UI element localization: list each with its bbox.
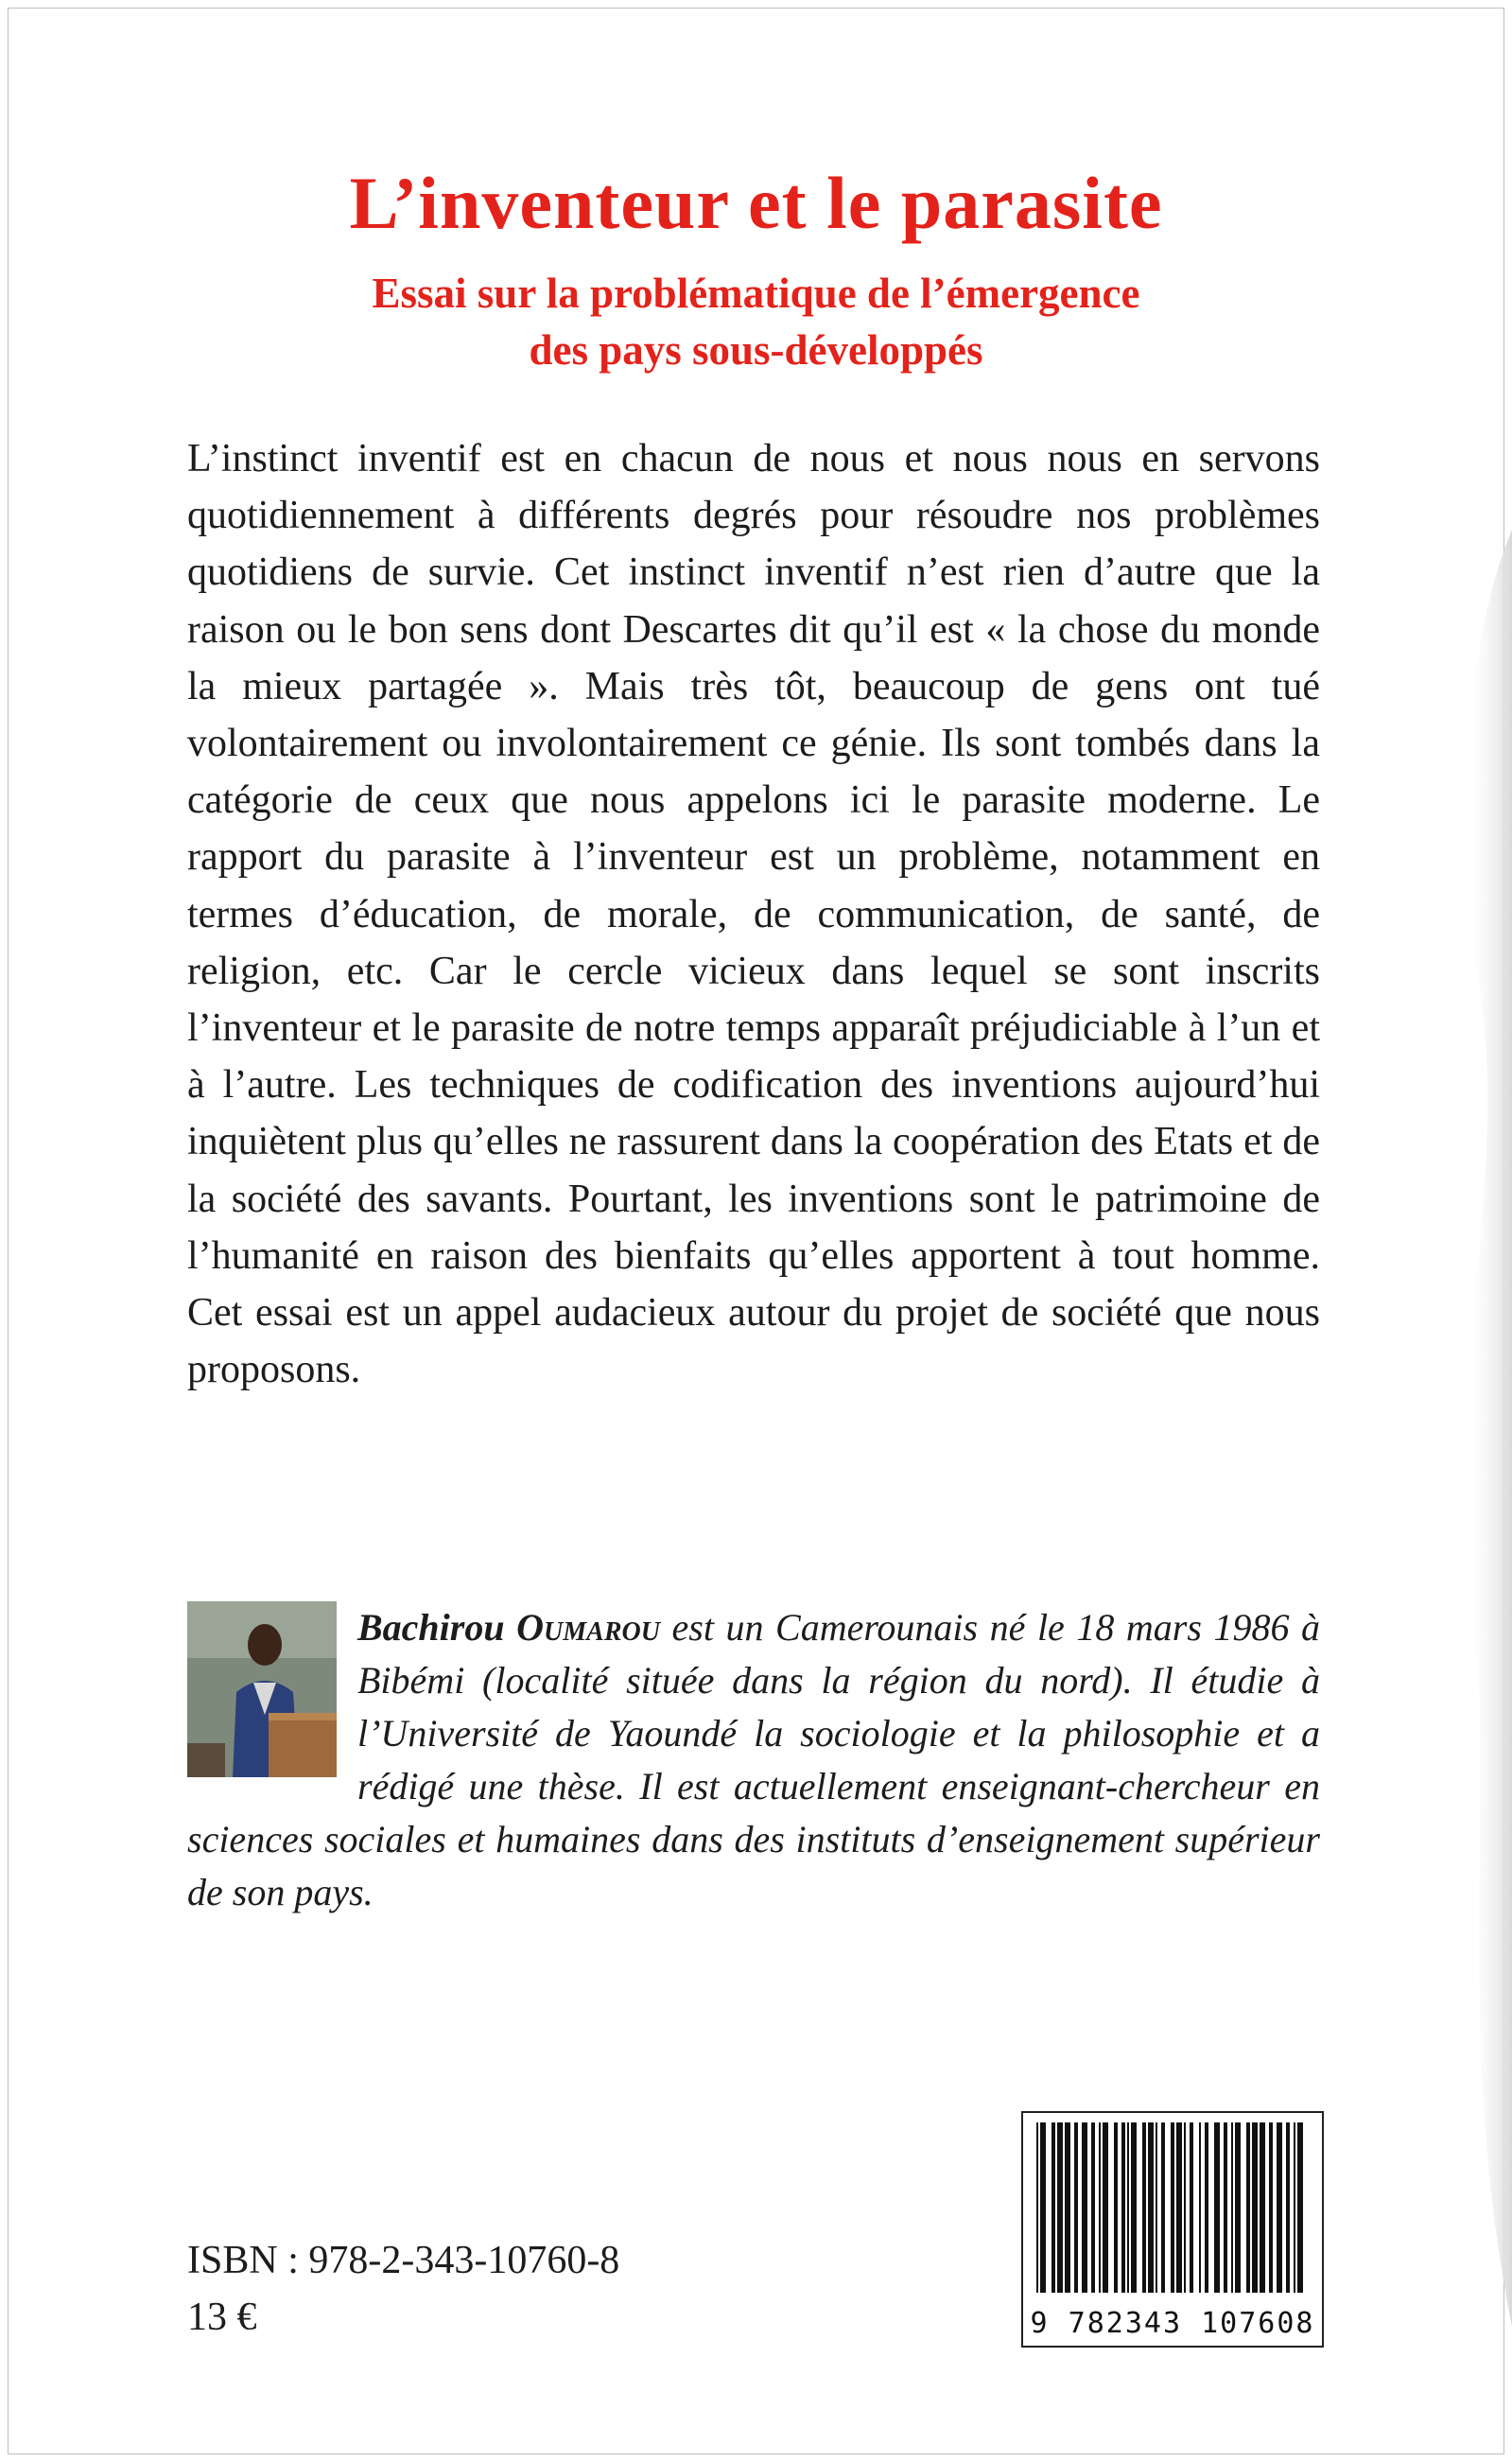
barcode-bar (1286, 2122, 1290, 2293)
barcode-bar (1252, 2122, 1258, 2293)
barcode-bar (1269, 2122, 1273, 2293)
subtitle-line-1: Essai sur la problématique de l’émergence (372, 270, 1140, 317)
barcode-bar (1082, 2122, 1087, 2293)
barcode-bar (1065, 2122, 1070, 2293)
summary-text (187, 430, 1320, 1398)
barcode-bar (1231, 2122, 1233, 2293)
barcode-bar (1057, 2122, 1063, 2293)
barcode-bar (1040, 2122, 1046, 2293)
isbn: ISBN : 978-2-343-10760-8 (187, 2239, 620, 2282)
author-last-name: Oumarou (516, 1606, 660, 1649)
barcode-bar (1142, 2122, 1146, 2293)
author-first-name: Bachirou (357, 1606, 505, 1649)
price: 13 € (187, 2296, 257, 2339)
barcode-bars (1023, 2113, 1322, 2302)
barcode-bar (1224, 2122, 1227, 2293)
barcode-bar (1121, 2122, 1125, 2293)
barcode-bar (1176, 2122, 1182, 2293)
barcode-bar (1171, 2122, 1174, 2293)
barcode-bar (1161, 2122, 1165, 2293)
book-title: L’inventeur et le parasite (349, 162, 1163, 244)
barcode-digits: 9 782343 107608 (1030, 2307, 1315, 2340)
barcode-bar (1103, 2122, 1108, 2293)
barcode-bar (1294, 2122, 1295, 2293)
barcode-bar (1297, 2122, 1303, 2293)
barcode-bar (1190, 2122, 1193, 2293)
barcode-bar (1148, 2122, 1154, 2293)
author-photo (187, 1601, 337, 1777)
barcode-bar (1051, 2122, 1055, 2293)
author-bio-text: est un Camerounais né le 18 mars 1986 à Bibémi (localité située dans la région du nord). Il étudie à l’Université de Yaoundé la sociologie et la philosophie et a rédigé une thèse. Il est actuellement enseignant-chercheur en sciences sociales et humaines dans des instituts d’enseignement supérieur de son pays. (187, 1606, 1321, 1913)
barcode-bar (1127, 2122, 1129, 2293)
author-photo-image (187, 1601, 337, 1777)
barcode-bar (1184, 2122, 1186, 2293)
barcode-bar (1091, 2122, 1095, 2293)
subtitle-line-2: des pays sous-développés (529, 326, 983, 374)
barcode-bar (1099, 2122, 1101, 2293)
barcode-bar (1199, 2122, 1201, 2293)
barcode-bar (1246, 2122, 1250, 2293)
barcode-bar (1235, 2122, 1241, 2293)
barcode-bar (1260, 2122, 1265, 2293)
barcode-bar (1277, 2122, 1282, 2293)
barcode-bar (1074, 2122, 1078, 2293)
page-curl-shadow (1427, 530, 1512, 2327)
barcode-bar (1131, 2122, 1137, 2293)
barcode-bar (1214, 2122, 1220, 2293)
barcode-bar (1205, 2122, 1208, 2293)
barcode-bar (1114, 2122, 1118, 2293)
summary-paragraph: L’instinct inventif est en chacun de nous et nous nous en servons quotidiennement à différents degrés pour résoudre nos problèmes quotidiens de survie. Cet instinct inventif n’est rien d’autre que la raison ou le bon sens dont Descartes dit qu’il est « la chose du monde la mieux partagée ». Mais très tôt, beaucoup de gens ont tué volontairement ou involontairement ce génie. Ils sont tombés dans la catégorie de ceux que nous appelons ici le parasite moderne. Le rapport du parasite à l’inventeur est un problème, notamment en termes d’éducation, de morale, de communication, de santé, de religion, etc. Car le cercle vicieux dans lequel se sont inscrits l’inventeur et le parasite de notre temps apparaît préjudiciable à l’un et à l’autre. Les techniques de codification des inventions aujourd’hui inquiètent plus qu’elles ne rassurent dans la coopération des Etats et de la société des savants. Pourtant, les inventions sont le patrimoine de l’humanité en raison des bienfaits qu’elles apportent à tout homme. Cet essai est un appel audacieux autour du projet de société que nous proposons. (187, 437, 1320, 1392)
author-bio (187, 1601, 1320, 1919)
barcode-bar (1036, 2122, 1038, 2293)
book-subtitle (0, 265, 1512, 378)
barcode-bar (1156, 2122, 1157, 2293)
barcode (1021, 2111, 1324, 2348)
